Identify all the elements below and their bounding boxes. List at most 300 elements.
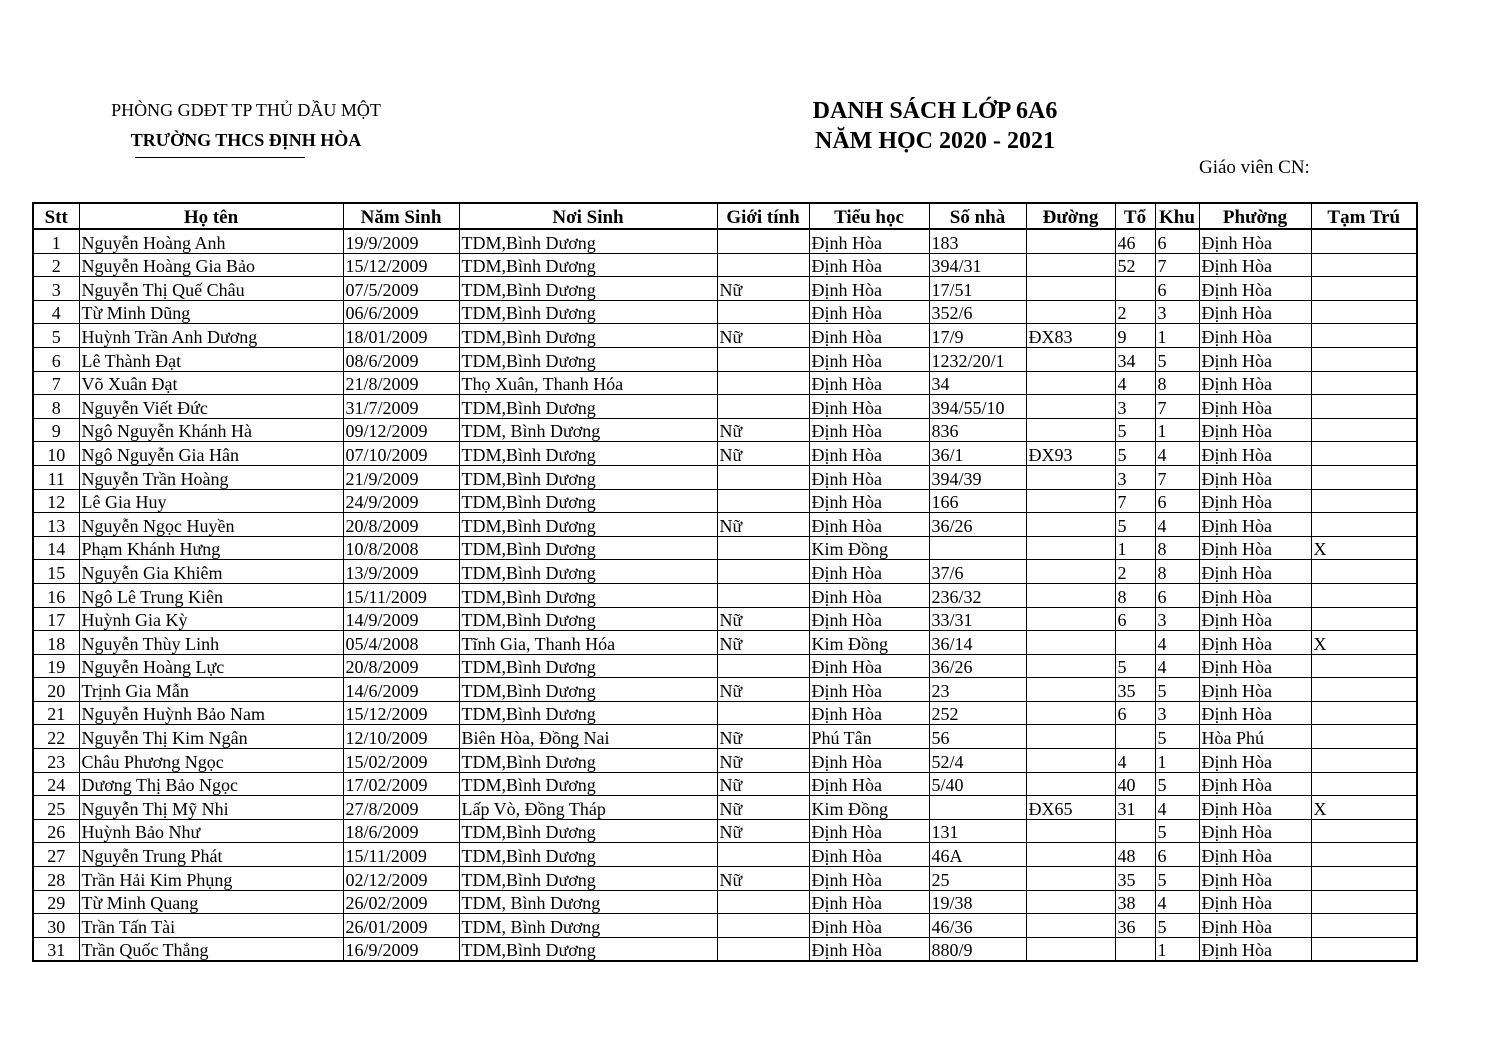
primary-school-cell: Định Hòa	[809, 654, 929, 678]
birth-date-cell: 06/6/2009	[343, 300, 459, 324]
group-cell	[1115, 819, 1155, 843]
name-cell: Ngô Nguyễn Khánh Hà	[79, 418, 343, 442]
birth-place-cell: TDM,Bình Dương	[459, 867, 717, 891]
primary-school-cell: Định Hòa	[809, 843, 929, 867]
temporary-residence-cell	[1311, 253, 1417, 277]
street-cell	[1026, 937, 1115, 961]
primary-school-cell: Định Hòa	[809, 819, 929, 843]
street-cell	[1026, 277, 1115, 301]
gender-cell	[717, 937, 809, 961]
street-cell	[1026, 631, 1115, 655]
ward-cell: Định Hòa	[1199, 300, 1311, 324]
ward-cell: Định Hòa	[1199, 442, 1311, 466]
birth-date-cell: 09/12/2009	[343, 418, 459, 442]
name-cell: Từ Minh Dũng	[79, 300, 343, 324]
col-header-stt: Stt	[33, 203, 79, 229]
gender-cell	[717, 890, 809, 914]
col-header-street: Đường	[1026, 203, 1115, 229]
stt-cell: 14	[33, 536, 79, 560]
temporary-residence-cell	[1311, 843, 1417, 867]
group-cell: 8	[1115, 583, 1155, 607]
stt-cell: 23	[33, 749, 79, 773]
group-cell: 5	[1115, 418, 1155, 442]
house-number-cell: 880/9	[929, 937, 1026, 961]
gender-cell	[717, 395, 809, 419]
group-cell: 35	[1115, 867, 1155, 891]
stt-cell: 25	[33, 796, 79, 820]
table-row	[33, 418, 1417, 442]
house-number-cell: 19/38	[929, 890, 1026, 914]
street-cell	[1026, 654, 1115, 678]
street-cell	[1026, 229, 1115, 253]
table-row	[33, 607, 1417, 631]
zone-cell: 6	[1155, 229, 1199, 253]
name-cell: Nguyễn Hoàng Anh	[79, 229, 343, 253]
ward-cell: Định Hòa	[1199, 536, 1311, 560]
table-row	[33, 843, 1417, 867]
birth-place-cell: TDM,Bình Dương	[459, 843, 717, 867]
student-roster-table	[32, 202, 1418, 962]
house-number-cell: 252	[929, 701, 1026, 725]
col-header-zone: Khu	[1155, 203, 1199, 229]
ward-cell: Định Hòa	[1199, 937, 1311, 961]
ward-cell: Định Hòa	[1199, 347, 1311, 371]
house-number-cell: 5/40	[929, 772, 1026, 796]
temporary-residence-cell	[1311, 772, 1417, 796]
ward-cell: Định Hòa	[1199, 749, 1311, 773]
street-cell: ĐX83	[1026, 324, 1115, 348]
table-row	[33, 937, 1417, 961]
gender-cell	[717, 371, 809, 395]
house-number-cell: 394/39	[929, 465, 1026, 489]
table-row	[33, 749, 1417, 773]
ward-cell: Định Hòa	[1199, 324, 1311, 348]
house-number-cell: 394/55/10	[929, 395, 1026, 419]
primary-school-cell: Định Hòa	[809, 607, 929, 631]
primary-school-cell: Định Hòa	[809, 442, 929, 466]
birth-date-cell: 07/5/2009	[343, 277, 459, 301]
name-cell: Nguyễn Thị Quế Châu	[79, 277, 343, 301]
group-cell: 4	[1115, 749, 1155, 773]
header-underline	[135, 157, 305, 158]
house-number-cell: 36/26	[929, 654, 1026, 678]
temporary-residence-cell	[1311, 701, 1417, 725]
gender-cell	[717, 465, 809, 489]
street-cell	[1026, 418, 1115, 442]
birth-date-cell: 19/9/2009	[343, 229, 459, 253]
primary-school-cell: Định Hòa	[809, 489, 929, 513]
house-number-cell	[929, 796, 1026, 820]
ward-cell: Định Hòa	[1199, 371, 1311, 395]
zone-cell: 6	[1155, 843, 1199, 867]
ward-cell: Định Hòa	[1199, 607, 1311, 631]
primary-school-cell: Định Hòa	[809, 678, 929, 702]
group-cell: 31	[1115, 796, 1155, 820]
birth-place-cell: TDM,Bình Dương	[459, 701, 717, 725]
house-number-cell: 46/36	[929, 914, 1026, 938]
birth-date-cell: 31/7/2009	[343, 395, 459, 419]
gender-cell: Nữ	[717, 607, 809, 631]
name-cell: Nguyễn Hoàng Lực	[79, 654, 343, 678]
temporary-residence-cell: X	[1311, 631, 1417, 655]
ward-cell: Định Hòa	[1199, 253, 1311, 277]
group-cell: 5	[1115, 442, 1155, 466]
stt-cell: 22	[33, 725, 79, 749]
name-cell: Trần Tấn Tài	[79, 914, 343, 938]
stt-cell: 17	[33, 607, 79, 631]
birth-date-cell: 08/6/2009	[343, 347, 459, 371]
gender-cell	[717, 843, 809, 867]
street-cell	[1026, 513, 1115, 537]
temporary-residence-cell	[1311, 489, 1417, 513]
primary-school-cell: Định Hòa	[809, 418, 929, 442]
birth-date-cell: 26/01/2009	[343, 914, 459, 938]
street-cell	[1026, 560, 1115, 584]
name-cell: Nguyễn Thị Kim Ngân	[79, 725, 343, 749]
street-cell	[1026, 890, 1115, 914]
birth-date-cell: 21/8/2009	[343, 371, 459, 395]
house-number-cell: 836	[929, 418, 1026, 442]
street-cell: ĐX65	[1026, 796, 1115, 820]
birth-date-cell: 13/9/2009	[343, 560, 459, 584]
temporary-residence-cell	[1311, 867, 1417, 891]
birth-date-cell: 16/9/2009	[343, 937, 459, 961]
temporary-residence-cell	[1311, 418, 1417, 442]
homeroom-teacher-label: Giáo viên CN:	[1199, 157, 1310, 178]
temporary-residence-cell	[1311, 442, 1417, 466]
house-number-cell: 33/31	[929, 607, 1026, 631]
birth-place-cell: TDM,Bình Dương	[459, 607, 717, 631]
primary-school-cell: Định Hòa	[809, 513, 929, 537]
street-cell	[1026, 536, 1115, 560]
group-cell: 48	[1115, 843, 1155, 867]
zone-cell: 4	[1155, 631, 1199, 655]
table-row	[33, 796, 1417, 820]
page-title: DANH SÁCH LỚP 6A6	[812, 98, 1058, 124]
birth-place-cell: Lấp Vò, Đồng Tháp	[459, 796, 717, 820]
name-cell: Nguyễn Gia Khiêm	[79, 560, 343, 584]
stt-cell: 8	[33, 395, 79, 419]
house-number-cell: 352/6	[929, 300, 1026, 324]
house-number-cell: 52/4	[929, 749, 1026, 773]
temporary-residence-cell	[1311, 937, 1417, 961]
house-number-cell: 56	[929, 725, 1026, 749]
group-cell: 5	[1115, 513, 1155, 537]
col-header-birth-place: Nơi Sinh	[459, 203, 717, 229]
table-row	[33, 560, 1417, 584]
primary-school-cell: Kim Đồng	[809, 631, 929, 655]
zone-cell: 5	[1155, 347, 1199, 371]
zone-cell: 8	[1155, 560, 1199, 584]
name-cell: Nguyễn Trần Hoàng	[79, 465, 343, 489]
birth-date-cell: 12/10/2009	[343, 725, 459, 749]
stt-cell: 5	[33, 324, 79, 348]
name-cell: Nguyễn Trung Phát	[79, 843, 343, 867]
birth-place-cell: TDM, Bình Dương	[459, 914, 717, 938]
house-number-cell: 36/1	[929, 442, 1026, 466]
primary-school-cell: Định Hòa	[809, 867, 929, 891]
stt-cell: 18	[33, 631, 79, 655]
primary-school-cell: Định Hòa	[809, 395, 929, 419]
group-cell: 35	[1115, 678, 1155, 702]
birth-place-cell: TDM,Bình Dương	[459, 772, 717, 796]
group-cell	[1115, 725, 1155, 749]
group-cell: 36	[1115, 914, 1155, 938]
primary-school-cell: Phú Tân	[809, 725, 929, 749]
primary-school-cell: Định Hòa	[809, 229, 929, 253]
birth-place-cell: TDM,Bình Dương	[459, 489, 717, 513]
gender-cell: Nữ	[717, 277, 809, 301]
birth-place-cell: TDM,Bình Dương	[459, 277, 717, 301]
ward-cell: Định Hòa	[1199, 654, 1311, 678]
temporary-residence-cell	[1311, 277, 1417, 301]
temporary-residence-cell	[1311, 583, 1417, 607]
zone-cell: 4	[1155, 654, 1199, 678]
birth-date-cell: 10/8/2008	[343, 536, 459, 560]
group-cell: 34	[1115, 347, 1155, 371]
group-cell: 7	[1115, 489, 1155, 513]
gender-cell	[717, 253, 809, 277]
birth-place-cell: TDM,Bình Dương	[459, 300, 717, 324]
gender-cell	[717, 229, 809, 253]
group-cell: 6	[1115, 607, 1155, 631]
street-cell	[1026, 867, 1115, 891]
temporary-residence-cell	[1311, 560, 1417, 584]
ward-cell: Định Hòa	[1199, 465, 1311, 489]
primary-school-cell: Kim Đồng	[809, 796, 929, 820]
gender-cell	[717, 536, 809, 560]
street-cell	[1026, 347, 1115, 371]
group-cell: 2	[1115, 300, 1155, 324]
street-cell: ĐX93	[1026, 442, 1115, 466]
birth-place-cell: TDM,Bình Dương	[459, 324, 717, 348]
stt-cell: 3	[33, 277, 79, 301]
table-row	[33, 277, 1417, 301]
stt-cell: 24	[33, 772, 79, 796]
house-number-cell: 36/26	[929, 513, 1026, 537]
group-cell: 6	[1115, 701, 1155, 725]
birth-place-cell: Tĩnh Gia, Thanh Hóa	[459, 631, 717, 655]
birth-place-cell: TDM,Bình Dương	[459, 654, 717, 678]
col-header-group: Tổ	[1115, 203, 1155, 229]
birth-place-cell: TDM,Bình Dương	[459, 937, 717, 961]
name-cell: Nguyễn Ngọc Huyền	[79, 513, 343, 537]
street-cell	[1026, 253, 1115, 277]
gender-cell: Nữ	[717, 749, 809, 773]
ward-cell: Định Hòa	[1199, 395, 1311, 419]
birth-place-cell: TDM, Bình Dương	[459, 890, 717, 914]
zone-cell: 8	[1155, 371, 1199, 395]
name-cell: Trịnh Gia Mẫn	[79, 678, 343, 702]
table-row	[33, 701, 1417, 725]
col-header-primary-school: Tiểu học	[809, 203, 929, 229]
gender-cell: Nữ	[717, 324, 809, 348]
temporary-residence-cell	[1311, 678, 1417, 702]
stt-cell: 27	[33, 843, 79, 867]
name-cell: Huỳnh Trần Anh Dương	[79, 324, 343, 348]
ward-cell: Định Hòa	[1199, 843, 1311, 867]
table-row	[33, 772, 1417, 796]
ward-cell: Định Hòa	[1199, 560, 1311, 584]
gender-cell: Nữ	[717, 418, 809, 442]
birth-date-cell: 27/8/2009	[343, 796, 459, 820]
birth-date-cell: 24/9/2009	[343, 489, 459, 513]
stt-cell: 21	[33, 701, 79, 725]
gender-cell: Nữ	[717, 725, 809, 749]
zone-cell: 7	[1155, 395, 1199, 419]
primary-school-cell: Định Hòa	[809, 772, 929, 796]
table-row	[33, 678, 1417, 702]
zone-cell: 7	[1155, 253, 1199, 277]
col-header-ward: Phường	[1199, 203, 1311, 229]
birth-date-cell: 17/02/2009	[343, 772, 459, 796]
birth-date-cell: 07/10/2009	[343, 442, 459, 466]
group-cell: 4	[1115, 371, 1155, 395]
zone-cell: 6	[1155, 277, 1199, 301]
birth-place-cell: Biên Hòa, Đồng Nai	[459, 725, 717, 749]
birth-place-cell: TDM,Bình Dương	[459, 465, 717, 489]
street-cell	[1026, 819, 1115, 843]
street-cell	[1026, 749, 1115, 773]
stt-cell: 16	[33, 583, 79, 607]
temporary-residence-cell	[1311, 654, 1417, 678]
primary-school-cell: Định Hòa	[809, 324, 929, 348]
name-cell: Nguyễn Thùy Linh	[79, 631, 343, 655]
table-row	[33, 914, 1417, 938]
birth-date-cell: 15/11/2009	[343, 583, 459, 607]
ward-cell: Định Hòa	[1199, 631, 1311, 655]
temporary-residence-cell	[1311, 749, 1417, 773]
gender-cell: Nữ	[717, 513, 809, 537]
stt-cell: 9	[33, 418, 79, 442]
group-cell: 2	[1115, 560, 1155, 584]
birth-place-cell: TDM,Bình Dương	[459, 819, 717, 843]
group-cell: 1	[1115, 536, 1155, 560]
name-cell: Nguyễn Thị Mỹ Nhi	[79, 796, 343, 820]
house-number-cell: 25	[929, 867, 1026, 891]
temporary-residence-cell: X	[1311, 796, 1417, 820]
primary-school-cell: Định Hòa	[809, 465, 929, 489]
birth-place-cell: TDM,Bình Dương	[459, 536, 717, 560]
stt-cell: 2	[33, 253, 79, 277]
house-number-cell: 34	[929, 371, 1026, 395]
temporary-residence-cell	[1311, 914, 1417, 938]
zone-cell: 7	[1155, 465, 1199, 489]
table-row	[33, 300, 1417, 324]
birth-date-cell: 18/6/2009	[343, 819, 459, 843]
house-number-cell: 236/32	[929, 583, 1026, 607]
street-cell	[1026, 607, 1115, 631]
birth-place-cell: TDM,Bình Dương	[459, 583, 717, 607]
stt-cell: 6	[33, 347, 79, 371]
birth-place-cell: TDM,Bình Dương	[459, 560, 717, 584]
ward-cell: Định Hòa	[1199, 418, 1311, 442]
stt-cell: 26	[33, 819, 79, 843]
street-cell	[1026, 300, 1115, 324]
name-cell: Trần Quốc Thắng	[79, 937, 343, 961]
ward-cell: Định Hòa	[1199, 678, 1311, 702]
gender-cell	[717, 654, 809, 678]
table-row	[33, 489, 1417, 513]
table-row	[33, 867, 1417, 891]
zone-cell: 3	[1155, 607, 1199, 631]
zone-cell: 1	[1155, 324, 1199, 348]
table-row	[33, 371, 1417, 395]
name-cell: Trần Hải Kim Phụng	[79, 867, 343, 891]
ward-cell: Định Hòa	[1199, 819, 1311, 843]
street-cell	[1026, 701, 1115, 725]
zone-cell: 5	[1155, 914, 1199, 938]
group-cell: 3	[1115, 465, 1155, 489]
department-name: PHÒNG GDĐT TP THỦ DẦU MỘT	[111, 100, 381, 120]
table-row	[33, 654, 1417, 678]
primary-school-cell: Định Hòa	[809, 560, 929, 584]
group-cell: 3	[1115, 395, 1155, 419]
table-row	[33, 513, 1417, 537]
birth-place-cell: TDM,Bình Dương	[459, 678, 717, 702]
ward-cell: Định Hòa	[1199, 229, 1311, 253]
primary-school-cell: Định Hòa	[809, 890, 929, 914]
birth-date-cell: 15/02/2009	[343, 749, 459, 773]
street-cell	[1026, 725, 1115, 749]
name-cell: Từ Minh Quang	[79, 890, 343, 914]
table-row	[33, 347, 1417, 371]
ward-cell: Định Hòa	[1199, 583, 1311, 607]
street-cell	[1026, 914, 1115, 938]
birth-place-cell: TDM,Bình Dương	[459, 513, 717, 537]
table-row	[33, 324, 1417, 348]
name-cell: Huỳnh Bảo Như	[79, 819, 343, 843]
gender-cell: Nữ	[717, 631, 809, 655]
school-year: NĂM HỌC 2020 - 2021	[815, 128, 1055, 154]
temporary-residence-cell	[1311, 229, 1417, 253]
name-cell: Phạm Khánh Hưng	[79, 536, 343, 560]
group-cell: 9	[1115, 324, 1155, 348]
temporary-residence-cell	[1311, 607, 1417, 631]
birth-place-cell: TDM,Bình Dương	[459, 347, 717, 371]
col-header-house-number: Số nhà	[929, 203, 1026, 229]
zone-cell: 1	[1155, 937, 1199, 961]
birth-date-cell: 15/11/2009	[343, 843, 459, 867]
temporary-residence-cell: X	[1311, 536, 1417, 560]
stt-cell: 10	[33, 442, 79, 466]
zone-cell: 6	[1155, 489, 1199, 513]
gender-cell: Nữ	[717, 867, 809, 891]
birth-date-cell: 15/12/2009	[343, 701, 459, 725]
table-row	[33, 583, 1417, 607]
primary-school-cell: Định Hòa	[809, 914, 929, 938]
name-cell: Ngô Nguyễn Gia Hân	[79, 442, 343, 466]
gender-cell	[717, 560, 809, 584]
zone-cell: 5	[1155, 678, 1199, 702]
stt-cell: 20	[33, 678, 79, 702]
temporary-residence-cell	[1311, 347, 1417, 371]
table-row	[33, 819, 1417, 843]
table-row	[33, 442, 1417, 466]
zone-cell: 1	[1155, 418, 1199, 442]
temporary-residence-cell	[1311, 465, 1417, 489]
stt-cell: 11	[33, 465, 79, 489]
birth-place-cell: TDM,Bình Dương	[459, 253, 717, 277]
birth-date-cell: 26/02/2009	[343, 890, 459, 914]
temporary-residence-cell	[1311, 300, 1417, 324]
primary-school-cell: Định Hòa	[809, 371, 929, 395]
primary-school-cell: Định Hòa	[809, 937, 929, 961]
col-header-birth-date: Năm Sinh	[343, 203, 459, 229]
stt-cell: 29	[33, 890, 79, 914]
zone-cell: 8	[1155, 536, 1199, 560]
zone-cell: 5	[1155, 819, 1199, 843]
